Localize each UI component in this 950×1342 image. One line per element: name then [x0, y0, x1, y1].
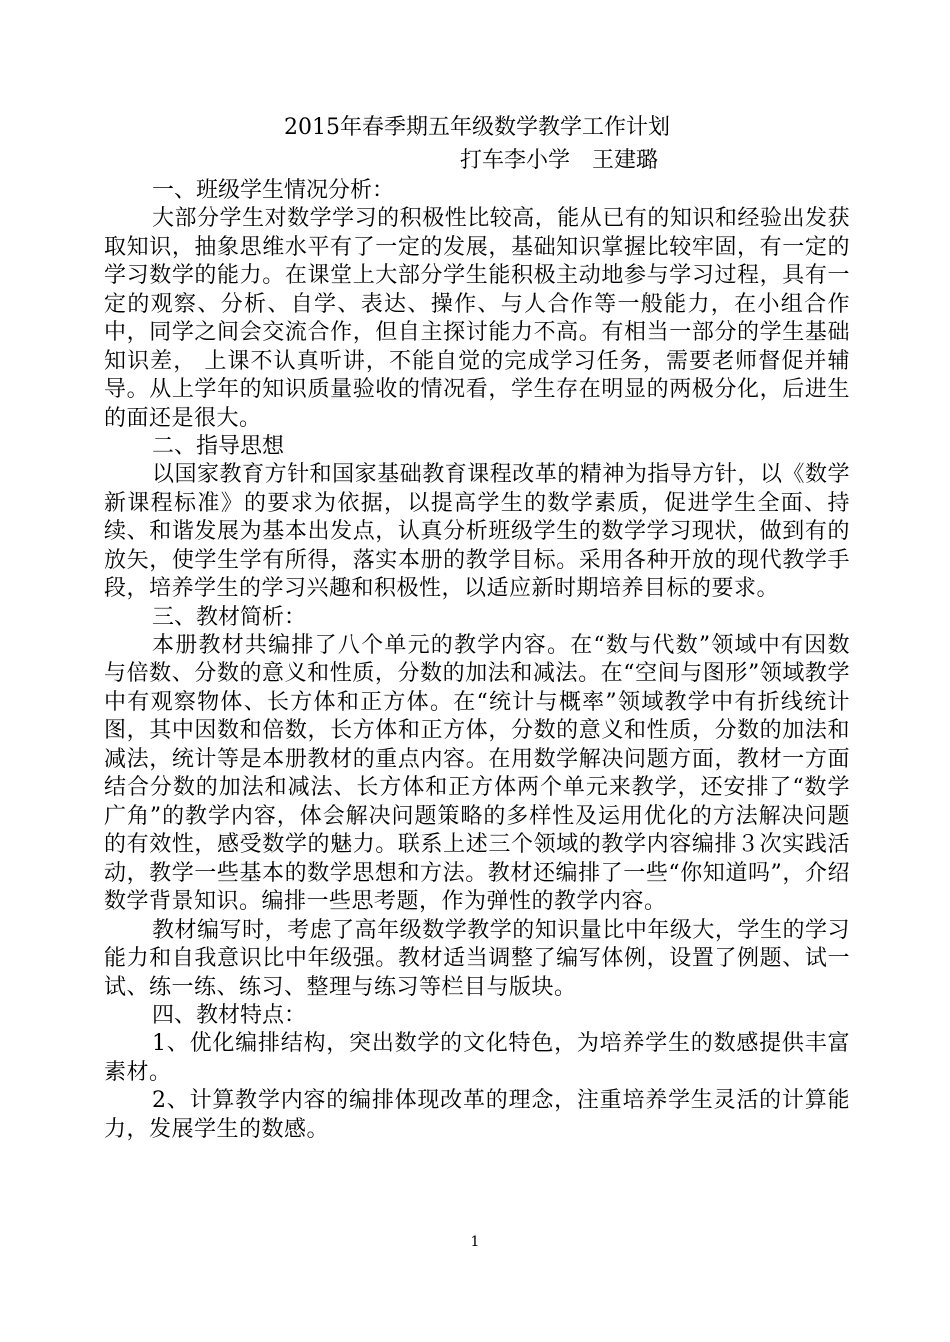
document-title: 2015年春季期五年级数学教学工作计划 — [284, 115, 670, 140]
section-heading-guiding-ideology: 二、指导思想 — [152, 434, 285, 459]
section-heading-textbook-analysis: 三、教材简析： — [152, 604, 307, 630]
page-number: 1 — [470, 1234, 480, 1250]
document-author: 打车李小学 王建璐 — [460, 148, 659, 173]
paragraph-textbook-analysis-2: 教材编写时，考虑了高年级数学教学的知识量比中年级大，学生的学习能力和自我意识比中年级强。教材适当调整了编写体例，设置了例题、试一试、练一练、练习、整理与练习等栏目与版块。 — [104, 917, 850, 1000]
section-heading-analysis: 一、班级学生情况分析： — [152, 178, 395, 203]
section-heading-textbook-features: 四、教材特点： — [152, 1003, 307, 1028]
paragraph-textbook-analysis-1: 本册教材共编排了八个单元的教学内容。在“数与代数”领域中有因数与倍数、分数的意义和性质，分数的加法和减法。在“空间与图形”领域教学中有观察物体、长方体和正方体。在“统计与概率”领域教学中有折线统计图，其中因数和倍数，长方体和正方体，分数的意义和性质，分数的加法和减法，统计等是本册教材的重点内容。在用数学解决问题方面，教材一方面结合分数的加法和减法、长方体和正方体两个单元来教学，还安排了“数学广角”的教学内容，体会解决问题策略的多样性及运用优化的方法解决问题的有效性，感受数学的魅力。联系上述三个领域的教学内容编排３次实践活动，教学一些基本的数学思想和方法。教材还编排了一些“你知道吗”，介绍数学背景知识。编排一些思考题，作为弹性的教学内容。 — [104, 632, 850, 914]
document-body — [104, 111, 850, 1144]
paragraph-analysis: 大部分学生对数学学习的积极性比较高，能从已有的知识和经验出发获取知识，抽象思维水平有了一定的发展，基础知识掌握比较牢固，有一定的学习数学的能力。在课堂上大部分学生能积极主动地参与学习过程，具有一定的观察、分析、自学、表达、操作、与人合作等一般能力，在小组合作中，同学之间会交流合作，但自主探讨能力不高。有相当一部分的学生基础知识差， 上课不认真听讲，不能自觉的完成学习任务，需要老师督促并辅导。从上学年的知识质量验收的情况看，学生存在明显的两极分化，后进生的面还是很大。 — [104, 206, 850, 431]
paragraph-feature-2: 2、计算教学内容的编排体现改革的理念，注重培养学生灵活的计算能力，发展学生的数感。 — [104, 1088, 850, 1142]
paragraph-feature-1: 1、优化编排结构，突出数学的文化特色，为培养学生的数感提供丰富素材。 — [104, 1031, 850, 1085]
paragraph-guiding-ideology: 以国家教育方针和国家基础教育课程改革的精神为指导方针，以《数学新课程标准》的要求为依据，以提高学生的数学素质，促进学生全面、持续、和谐发展为基本出发点，认真分析班级学生的数学学习现状，做到有的放矢，使学生学有所得，落实本册的教学目标。采用各种开放的现代教学手段，培养学生的学习兴趣和积极性，以适应新时期培养目标的要求。 — [104, 462, 850, 601]
